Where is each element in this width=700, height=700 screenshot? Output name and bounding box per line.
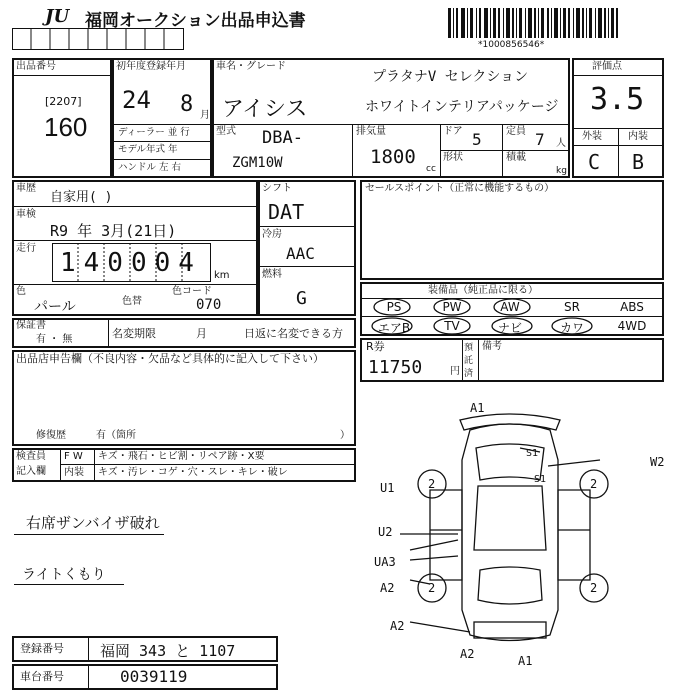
vehicle-divider-2 xyxy=(440,150,570,151)
tire-fl: 2 xyxy=(428,477,436,491)
auction-logo: JU xyxy=(45,6,70,27)
exterior-label: 外装 xyxy=(582,131,602,142)
name-change-label: 名変期限 xyxy=(112,327,156,340)
registration-month-suffix: 月 xyxy=(200,110,210,121)
vehicle-name-label: 車名・グレード xyxy=(216,61,286,72)
fuel-label: 燃料 xyxy=(262,269,282,280)
capacity-unit: 人 xyxy=(556,138,566,149)
sales-point-box xyxy=(360,180,664,280)
inspector-col-2 xyxy=(94,448,95,482)
tire-fr: 2 xyxy=(590,477,598,491)
inspection-label: 車検 xyxy=(16,209,36,220)
mileage-label: 走行 xyxy=(16,243,36,254)
mileage-value: 140004 xyxy=(60,248,202,278)
usage-value: 自家用( ) xyxy=(50,190,113,205)
mark-s1-a: S1 xyxy=(526,448,539,459)
equipment-label: 装備品（純正品に限る） xyxy=(428,285,538,296)
rating-label: 評価点 xyxy=(592,61,622,72)
equip-navi: ナビ xyxy=(497,321,522,335)
type-code: ZGM10W xyxy=(232,155,283,171)
equip-leather: カワ xyxy=(559,321,584,335)
inspector-label-bottom: 記入欄 xyxy=(16,466,46,477)
chassis-value: 0039119 xyxy=(120,667,188,686)
entry-grid-lines xyxy=(12,28,184,50)
recycle-col-1 xyxy=(462,338,463,382)
details-divider-3 xyxy=(12,284,258,285)
vehicle-col-1 xyxy=(352,124,353,178)
barcode xyxy=(448,8,618,38)
mark-s1-b: S1 xyxy=(534,474,547,485)
plate-label: 登録番号 xyxy=(20,642,64,655)
shape-label: 形状 xyxy=(443,152,463,163)
equip-abs: ABS xyxy=(620,300,644,314)
barcode-bars xyxy=(448,8,618,38)
displacement-label: 排気量 xyxy=(356,126,386,137)
repair-value: 有（箇所 xyxy=(96,430,136,441)
vehicle-divider xyxy=(212,124,570,125)
mark-top-a1: A1 xyxy=(470,401,485,415)
lot-label: 出品番号 xyxy=(16,61,56,72)
registration-divider-2 xyxy=(112,141,212,142)
model-year-label: モデル年式 年 xyxy=(118,144,178,155)
registration-year: 24 xyxy=(122,86,151,114)
inspector-row2-text: キズ・汚レ・コゲ・穴・スレ・キレ・破レ xyxy=(98,467,288,478)
mark-left-u1: U1 xyxy=(380,481,395,495)
plate-col xyxy=(88,636,89,662)
equipment-circles xyxy=(360,298,664,336)
interior-grade: B xyxy=(632,150,645,174)
registration-label: 初年度登録年月 xyxy=(116,61,186,72)
inspector-label-top: 検査員 xyxy=(16,451,46,462)
load-label: 積載 xyxy=(506,152,526,163)
vehicle-col-2 xyxy=(440,124,441,178)
recycle-deposit: 預託済 xyxy=(464,343,474,379)
details-divider-1 xyxy=(12,206,258,207)
kg-unit: kg xyxy=(556,166,567,176)
mark-bottom-a1: A1 xyxy=(518,654,533,668)
dealer-label: ディーラー 並 行 xyxy=(118,127,190,138)
usage-label: 車歴 xyxy=(16,183,36,194)
details-divider-2 xyxy=(12,240,258,241)
plate-value: 福岡 343 と 1107 xyxy=(100,642,236,660)
capacity: 7 xyxy=(535,130,545,149)
cc-unit: cc xyxy=(426,164,436,174)
mark-left-u2: U2 xyxy=(378,525,393,539)
same-day-label: 日返に名変できる方 xyxy=(244,327,343,340)
equip-tv: TV xyxy=(444,319,460,333)
barcode-number: *1000856546* xyxy=(478,40,545,50)
drivetrain-divider-1 xyxy=(258,226,356,227)
shift-value: DAT xyxy=(268,200,305,224)
doors: 5 xyxy=(472,130,482,149)
inspector-row1-text: キズ・飛石・ヒビ割・リペア跡・X要 xyxy=(98,451,265,462)
mark-left-lower-a2: A2 xyxy=(390,619,405,633)
equip-aw: AW xyxy=(500,300,520,314)
equip-pw: PW xyxy=(442,300,462,314)
car-diagram xyxy=(370,400,690,670)
ac-label: 冷房 xyxy=(262,229,282,240)
mark-bottom-a2: A2 xyxy=(460,647,475,661)
recycle-amount: 11750 xyxy=(368,357,423,378)
handwritten-note-2: ライトくもり xyxy=(22,567,106,583)
exterior-grade: C xyxy=(588,150,601,174)
lot-code: [2207] xyxy=(45,95,82,108)
vehicle-col-3 xyxy=(502,124,503,178)
handwritten-note-1: 右席ザンバイザ破れ xyxy=(26,514,160,532)
fuel-value: G xyxy=(296,288,307,309)
lot-number: 160 xyxy=(44,112,88,142)
vehicle-package: ホワイトインテリアパッケージ xyxy=(365,99,559,115)
vehicle-name: アイシス xyxy=(222,97,308,122)
inspector-row2-key: 内装 xyxy=(64,467,84,478)
entry-grid xyxy=(12,28,184,50)
rating-divider-top xyxy=(572,75,664,76)
inspection-value: R9 年 3月(21日) xyxy=(50,222,177,240)
repair-label: 修復歴 xyxy=(36,430,66,441)
capacity-label: 定員 xyxy=(506,126,526,137)
color-code-label: 色コード xyxy=(172,286,212,297)
equip-sr: SR xyxy=(564,300,580,314)
vehicle-grade: プラタナV セレクション xyxy=(372,69,529,85)
handle-label: ハンドル 左 右 xyxy=(118,162,182,173)
form-title: 福岡オークション出品申込書 xyxy=(85,11,306,31)
equip-4wd: 4WD xyxy=(617,319,647,333)
chassis-label: 車台番号 xyxy=(20,670,64,683)
chassis-col xyxy=(88,664,89,690)
tire-rr: 2 xyxy=(590,581,598,595)
type-label: 型式 xyxy=(216,126,236,137)
registration-box xyxy=(112,58,212,178)
warranty-label: 保証書 xyxy=(16,320,46,331)
rating-divider-bottom xyxy=(572,145,664,146)
registration-divider-1 xyxy=(112,124,212,125)
doors-label: ドア xyxy=(443,126,463,137)
km-unit: km xyxy=(214,270,230,281)
recycle-col-2 xyxy=(478,338,479,382)
note-underline-1 xyxy=(14,534,164,535)
color-change-label: 色替 xyxy=(122,296,142,307)
rating-col xyxy=(618,128,619,178)
ac-value: AAC xyxy=(286,244,315,263)
registration-divider-3 xyxy=(112,159,212,160)
shift-label: シフト xyxy=(262,183,292,194)
equip-ps: PS xyxy=(386,300,402,314)
displacement: 1800 xyxy=(370,146,416,168)
type-prefix: DBA- xyxy=(262,128,303,148)
inspector-row1-key: F W xyxy=(64,451,83,462)
color-label: 色 xyxy=(16,286,26,297)
inspector-divider xyxy=(60,464,356,465)
repair-close: ） xyxy=(340,430,350,441)
memo-label: 備考 xyxy=(482,341,502,352)
recycle-yen: 円 xyxy=(450,366,460,377)
warranty-options: 有 ・ 無 xyxy=(36,334,73,345)
lot-divider xyxy=(12,75,112,76)
tire-rl: 2 xyxy=(428,581,436,595)
registration-month: 8 xyxy=(180,92,194,117)
notes-label: 出品店申告欄（不良内容・欠品など具体的に記入して下さい） xyxy=(16,352,324,365)
equip-airbag: エアB xyxy=(377,321,411,335)
color-code-value: 070 xyxy=(196,297,222,313)
color-value: パール xyxy=(34,299,76,315)
drivetrain-divider-2 xyxy=(258,266,356,267)
name-change-month: 月 xyxy=(196,327,207,340)
mark-left-ua3: UA3 xyxy=(374,555,396,569)
rating-score: 3.5 xyxy=(590,82,645,117)
mark-left-a2: A2 xyxy=(380,581,395,595)
recycle-label: R券 xyxy=(366,340,385,353)
note-underline-2 xyxy=(14,584,124,585)
interior-label: 内装 xyxy=(628,131,648,142)
mark-right-w2: W2 xyxy=(650,455,665,469)
warranty-col xyxy=(108,318,109,348)
sales-point-label: セールスポイント（正常に機能するもの） xyxy=(365,183,555,194)
inspector-col-1 xyxy=(60,448,61,482)
